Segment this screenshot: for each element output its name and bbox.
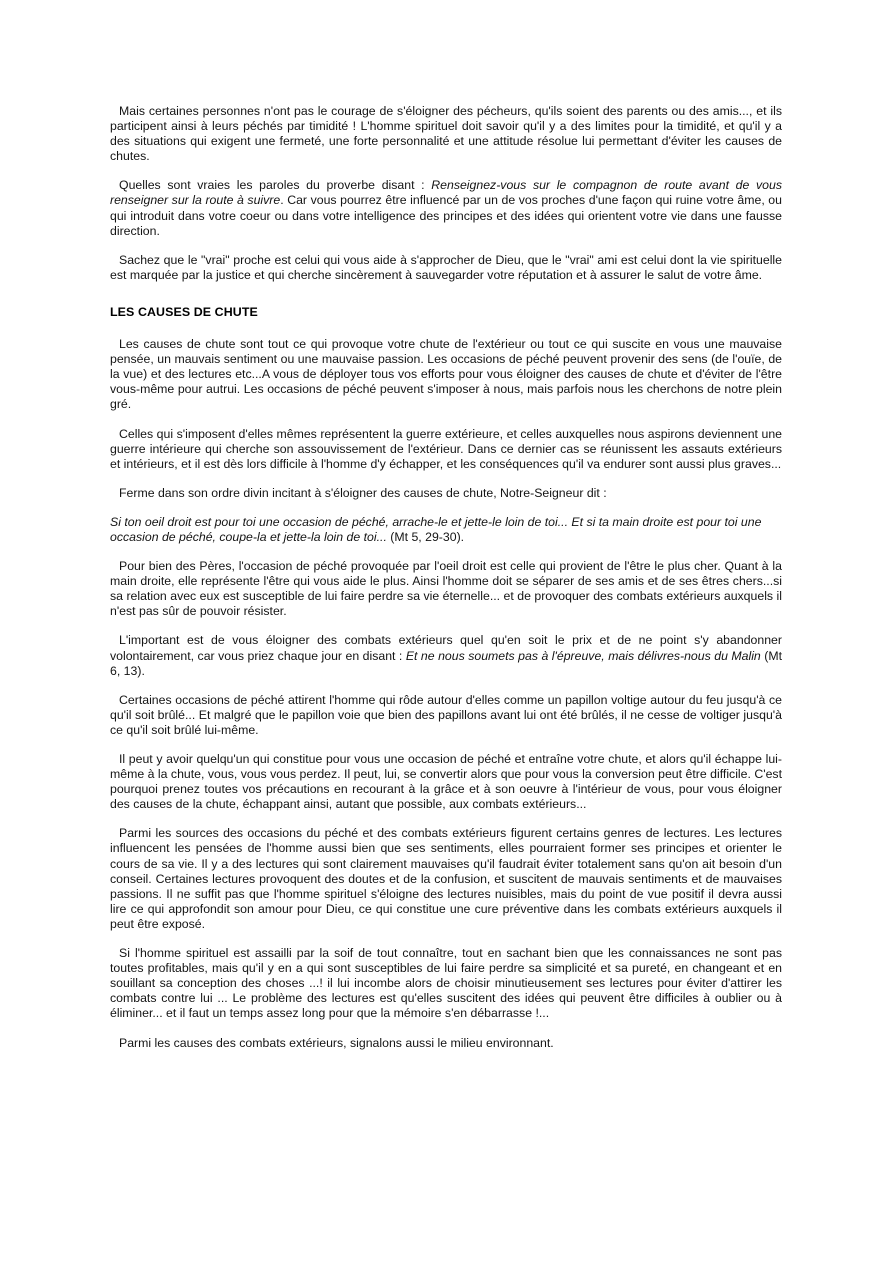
paragraph: Parmi les causes des combats extérieurs, signalons aussi le milieu environnant. (119, 1035, 554, 1050)
paragraph-tail-text: . Car vous pourrez être influencé par un de vos proches d'une façon qui ruine votre âme, ou qui introduit dans votre coeur ou dans votre intelligence des principes et des idées qui orientent votre vie dans une fausse direction. (110, 193, 782, 238)
prayer-italic-text: Et ne nous soumets pas à l'épreuve, mais délivres-nous du Malin (405, 648, 761, 663)
paragraph: Ferme dans son ordre divin incitant à s'éloigner des causes de chute, Notre-Seigneur dit : (119, 485, 607, 500)
paragraph-lead-text: Quelles sont vraies les paroles du proverbe disant : (119, 178, 432, 193)
paragraph: Il peut y avoir quelqu'un qui constitue pour vous une occasion de péché et entraîne votre chute, et alors qu'il échappe lui-même à la chute, vous, vous vous perdez. Il peut, lui, se convertir alors que pour vous la conversion peut être difficile. C'est pourquoi prenez toutes vos précautions en recourant à la grâce et à son oeuvre à l'intérieur de vous, pour vous éloigner des causes de la chute, échappant ainsi, autant que possible, aux combats extérieurs... (110, 752, 782, 812)
paragraph: Pour bien des Pères, l'occasion de péché provoquée par l'oeil droit est celle qui provient de l'être le plus cher. Quant à la main droite, elle représente l'être qui vous aide le plus. Ainsi l'homme doit se séparer de ses amis et de ses êtres chers...si sa relation avec eux est susceptible de lui faire perdre sa vie éternelle... et de provoquer des combats extérieurs auxquels il n'est pas sûr de pouvoir résister. (110, 559, 782, 619)
proverb-italic-text: Renseignez-vous sur le compagnon de route avant de vous renseigner sur la route à suivre (110, 178, 782, 208)
paragraph: Certaines occasions de péché attirent l'homme qui rôde autour d'elles comme un papillon voltige autour du feu jusqu'à ce qu'il soit brûlé... Et malgré que le papillon voie que bien des papillons avant lui ont été brûlés, il ne cesse de voltiger jusqu'à ce qu'il soit brûlé lui-même. (110, 692, 782, 737)
paragraph: Celles qui s'imposent d'elles mêmes représentent la guerre extérieure, et celles auxquelles nous aspirons deviennent une guerre intérieure qui cherche son assouvissement de l'extérieur. Dans ce dernier cas se réunissent les assauts extérieurs et intérieurs, et il est dès lors difficile à l'homme d'y échapper, et les conséquences qu'il va endurer sont aussi plus graves... (110, 426, 782, 471)
paragraph: Mais certaines personnes n'ont pas le courage de s'éloigner des pécheurs, qu'ils soient des parents ou des amis..., et ils participent ainsi à leurs péchés par timidité ! L'homme spirituel doit savoir qu'il y a des limites pour la timidité, et qu'il y a des situations qui exigent une fermeté, une forte personnalité et une attitude résolue lui permettant d'éviter les causes de chutes. (110, 104, 782, 164)
paragraph: Si l'homme spirituel est assailli par la soif de tout connaître, tout en sachant bien que les connaissances ne sont pas toutes profitables, mais qu'il y en a qui sont susceptibles de lui faire perdre sa simplicité et sa pureté, en changeant et en souillant sa conception des choses ...! il lui incombe alors de choisir minutieusement ses lectures pour éviter d'attirer les combats contre lui ... Le problème des lectures est qu'elles suscitent des idées qui peuvent être difficiles à oublier ou à éliminer... et il faut un temps assez long pour que la mémoire s'en débarrasse !... (110, 946, 782, 1021)
scripture-quote (110, 515, 782, 545)
scripture-reference: (Mt 6, 13). (110, 648, 783, 678)
scripture-quote-text: Si ton oeil droit est pour toi une occasion de péché, arrache-le et jette-le loin de toi... Et si ta main droite est pour toi une occasion de péché, coupe-la et jette-la loin de toi... (110, 514, 762, 544)
paragraph-with-quote (110, 633, 782, 678)
section-heading: LES CAUSES DE CHUTE (110, 304, 258, 319)
paragraph: Sachez que le "vrai" proche est celui qui vous aide à s'approcher de Dieu, que le "vrai" ami est celui dont la vie spirituelle est marquée par la justice et qui cherche sincèrement à sauvegarder votre réputation et à assurer le salut de votre âme. (110, 252, 782, 282)
paragraph: Parmi les sources des occasions du péché et des combats extérieurs figurent certains genres de lectures. Les lectures influencent les pensées de l'homme aussi bien que ses sentiments, elles pourraient former ses principes et orienter le cours de sa vie. Il y a des lectures qui sont clairement mauvaises qu'il faudrait éviter totalement sans qu'on ait besoin d'un conseil. Certaines lectures provoquent des doutes et de la confusion, et suscitent de mauvais sentiments et de mauvaises passions. Il ne suffit pas que l'homme spirituel s'éloigne des lectures nuisibles, mais du point de vue positif il devra aussi lire ce qui approfondit son amour pour Dieu, ce qui constitue une cure préventive dans les combats extérieurs auxquels il peut être exposé. (110, 826, 782, 931)
scripture-reference: (Mt 5, 29-30). (386, 529, 465, 544)
paragraph: Les causes de chute sont tout ce qui provoque votre chute de l'extérieur ou tout ce qui suscite en vous une mauvaise pensée, un mauvais sentiment ou une mauvaise passion. Les occasions de péché peuvent provenir des sens (de l'ouïe, de la vue) et des lectures etc...A vous de déployer tous vos efforts pour vous éloigner des causes de chute et d'éviter de l'être vous-même pour autrui. Les occasions de péché peuvent s'imposer à nous, mais parfois nous les cherchons de notre plein gré. (110, 337, 782, 412)
document-body (110, 104, 782, 1051)
paragraph-with-quote (110, 178, 782, 238)
paragraph-lead-text: L'important est de vous éloigner des combats extérieurs quel qu'en soit le prix et de ne point s'y abandonner volontairement, car vous priez chaque jour en disant : (110, 633, 782, 663)
